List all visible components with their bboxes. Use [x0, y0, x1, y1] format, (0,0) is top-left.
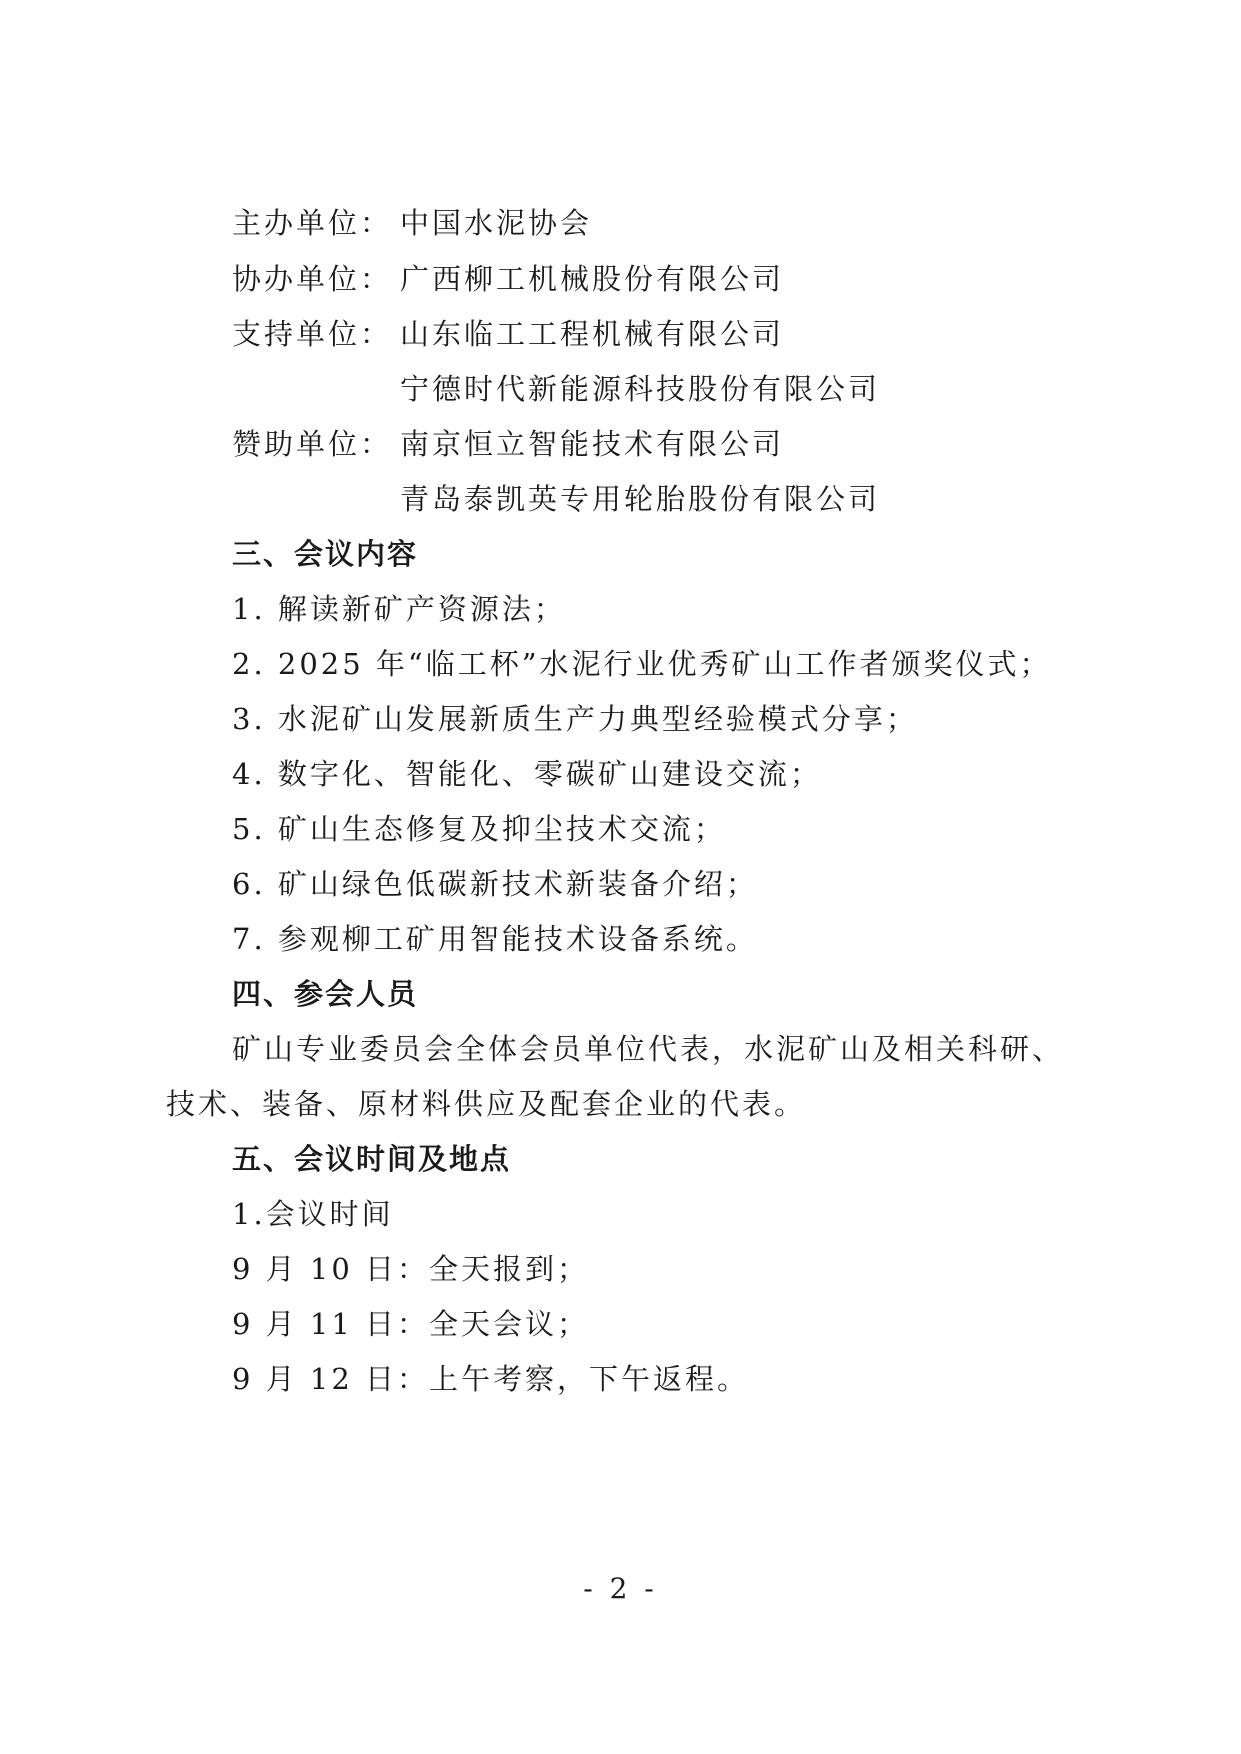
co-host-value: 广西柳工机械股份有限公司 — [400, 262, 785, 296]
schedule-item: 9 月 11 日：全天会议； — [232, 1307, 590, 1341]
support-label: 支持单位： — [232, 317, 393, 351]
support-value-1: 山东临工工程机械有限公司 — [400, 317, 785, 351]
meeting-time-subtitle: 1.会议时间 — [232, 1197, 394, 1231]
host-value: 中国水泥协会 — [400, 206, 593, 240]
host-row — [232, 203, 592, 243]
co-host-row — [232, 259, 784, 299]
sponsor-row — [232, 424, 784, 464]
section-5-heading: 五、会议时间及地点 — [232, 1142, 512, 1176]
list-item: 3. 水泥矿山发展新质生产力典型经验模式分享； — [232, 702, 918, 736]
sponsor-value-1: 南京恒立智能技术有限公司 — [400, 427, 785, 461]
list-item: 7. 参观柳工矿用智能技术设备系统。 — [232, 922, 758, 956]
schedule-item: 9 月 10 日：全天报到； — [232, 1252, 590, 1286]
page-number: - 2 - — [583, 1572, 658, 1605]
list-item: 1. 解读新矿产资源法； — [232, 592, 566, 626]
attendees-paragraph-line-2: 技术、装备、原材料供应及配套企业的代表。 — [166, 1087, 807, 1121]
list-item: 2. 2025 年“临工杯”水泥行业优秀矿山工作者颁奖仪式； — [232, 647, 1052, 681]
support-row — [232, 314, 784, 354]
attendees-paragraph-line-1: 矿山专业委员会全体会员单位代表，水泥矿山及相关科研、 — [232, 1032, 1065, 1066]
schedule-item: 9 月 12 日：上午考察，下午返程。 — [232, 1362, 750, 1396]
section-4-heading: 四、参会人员 — [232, 977, 419, 1011]
list-item: 4. 数字化、智能化、零碳矿山建设交流； — [232, 757, 822, 791]
support-value-2: 宁德时代新能源科技股份有限公司 — [400, 372, 881, 406]
host-label: 主办单位： — [232, 206, 393, 240]
co-host-label: 协办单位： — [232, 262, 393, 296]
list-item: 6. 矿山绿色低碳新技术新装备介绍； — [232, 867, 758, 901]
sponsor-label: 赞助单位： — [232, 427, 393, 461]
list-item: 5. 矿山生态修复及抑尘技术交流； — [232, 812, 726, 846]
section-3-heading: 三、会议内容 — [232, 537, 419, 571]
sponsor-value-2: 青岛泰凯英专用轮胎股份有限公司 — [400, 482, 881, 516]
